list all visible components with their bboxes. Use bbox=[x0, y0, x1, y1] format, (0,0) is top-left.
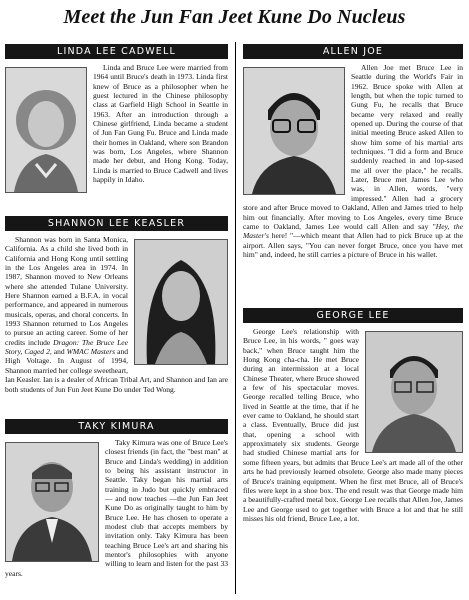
portrait-photo-icon bbox=[5, 67, 87, 193]
left-column bbox=[5, 44, 228, 589]
portrait-photo-icon bbox=[5, 442, 99, 562]
article-text: Allen Joe met Bruce Lee in Seattle during the World's Fair in 1962. Bruce spoke with Allen at length, but when the topic turned to Gung Fu, he recalls that Bruce became very relaxed and really opened up. During the course of that initial meeting Bruce asked Allen to show him some of his martial arts techniques. "I did a form and Bruce suddenly reached in and lop-sased me all over the place," he recalls. Later, Bruce met James Lee who was, in Allen, words, "very impressed." Allen had a grocery store and after Bruce moved to Oakland, Allen and James tried to help him out financially. After moving to Los Angeles, every time Bruce came to Oakland, James Lee would call Allen and say "Hey, the Master's here! "—which meant that Allen had to pick Bruce up at the airport. Allen says, "You can never forget Bruce, once you have met him" and, indeed, he still carries a picture of Bruce in his wallet. bbox=[243, 63, 464, 259]
article-header: GEORGE LEE bbox=[243, 308, 463, 323]
article-text: Linda and Bruce Lee were married from 1964 until Bruce's death in 1973. Linda first knew of Bruce as a philosopher when he guest lectured in the Chinese philosophy class at Garfield High School in Seattle in 1963. After an introduction through a Chinese girlfriend, Linda became a student of Jun Fan Gung Fu. Bruce and Linda made their homes in Oakland, where son Brandon was born, Los Angeles, where Shannon made her debut, and Hong Kong. Today, Linda is married to Bruce Cadwell and lives happily in Idaho. bbox=[93, 63, 228, 185]
article-text: Shannon was born in Santa Monica, California. As a child she lived both in California and Hong Kong until settling in the Los Angeles area in 1974. In 1987, Shannon moved to New Orleans where she attended Tulane University. Here Shannon earned a B.F.A. in vocal performance, and appeared in numerous musicals, operas, and choral concerts. In 1993 Shannon returned to Los Angeles to pursue an acting career. Some of her credits include Dragon: The Bruce Lee Story, Caged 2, and WMAC Masters and High Voltage. In August of 1994, Shannon married her college sweetheart, Ian Keasler. Ian is a dealer of African Tribal Art, and Shannon and Ian are both students of Jun Fun Jeet Kune Do under Ted Wong. bbox=[5, 235, 228, 394]
page-title: Meet the Jun Fan Jeet Kune Do Nucleus bbox=[63, 6, 406, 28]
article-allen bbox=[243, 44, 463, 308]
article-george bbox=[243, 308, 463, 598]
article-taky bbox=[5, 419, 228, 589]
article-header: SHANNON LEE KEASLER bbox=[5, 216, 228, 231]
column-divider bbox=[235, 42, 236, 594]
article-body bbox=[5, 438, 228, 578]
article-body bbox=[243, 327, 463, 523]
right-column bbox=[243, 44, 463, 598]
article-header: TAKY KIMURA bbox=[5, 419, 228, 434]
portrait-photo-icon bbox=[134, 239, 228, 365]
portrait-photo-icon bbox=[243, 67, 345, 195]
article-body bbox=[5, 63, 228, 184]
portrait-photo-icon bbox=[365, 331, 463, 453]
article-header: ALLEN JOE bbox=[243, 44, 463, 59]
article-shannon bbox=[5, 216, 228, 419]
article-body bbox=[5, 235, 228, 394]
article-text: George Lee's relationship with Bruce Lee, in his words, " goes way back," when Bruce taught him the Hong Kong cha-cha. He met Bruce during an intermission at a local Chinese Theater, where Bruce showed a few of his spectacular moves. George recalled telling Bruce, who lived in Seattle at the time, that if he ever came to Oakland, he should start a class. Eventually, Bruce did just that, opening a school with approximately six students. George had studied Chinese martial arts for some fifteen years, but admits that Bruce Lee's art made all of the other arts he had previously learned obsolete. George also made many pieces of Bruce's training equipment. When he first met Bruce, all of Bruce's files were kept in a shoe box. The end result was that George made him a beautifully-crafted metal box. George Lee recalls that Allen Joe, James Lee and George used to get together with Bruce a lot and that he still misses his old friend, Bruce Lee, a lot. bbox=[243, 327, 463, 523]
article-linda bbox=[5, 44, 228, 216]
article-text: Taky Kimura was one of Bruce Lee's closest friends (in fact, the "best man" at Bruce and Linda's wedding) in addition to being his assistant instructor in Seattle. Taky began his martial arts training in Judo but quickly embraced — and now teaches —the Jun Fan Jeet Kune Do as originally taught to him by Bruce Lee. He has chosen to operate a modest club that accepts members by invitation only. Taky Kimura has been teaching Bruce Lee's art and sharing his mentor's philosophies with anyone willing to learn and listen for the past 33 years. bbox=[5, 438, 228, 578]
article-body bbox=[243, 63, 463, 259]
article-header: LINDA LEE CADWELL bbox=[5, 44, 228, 59]
